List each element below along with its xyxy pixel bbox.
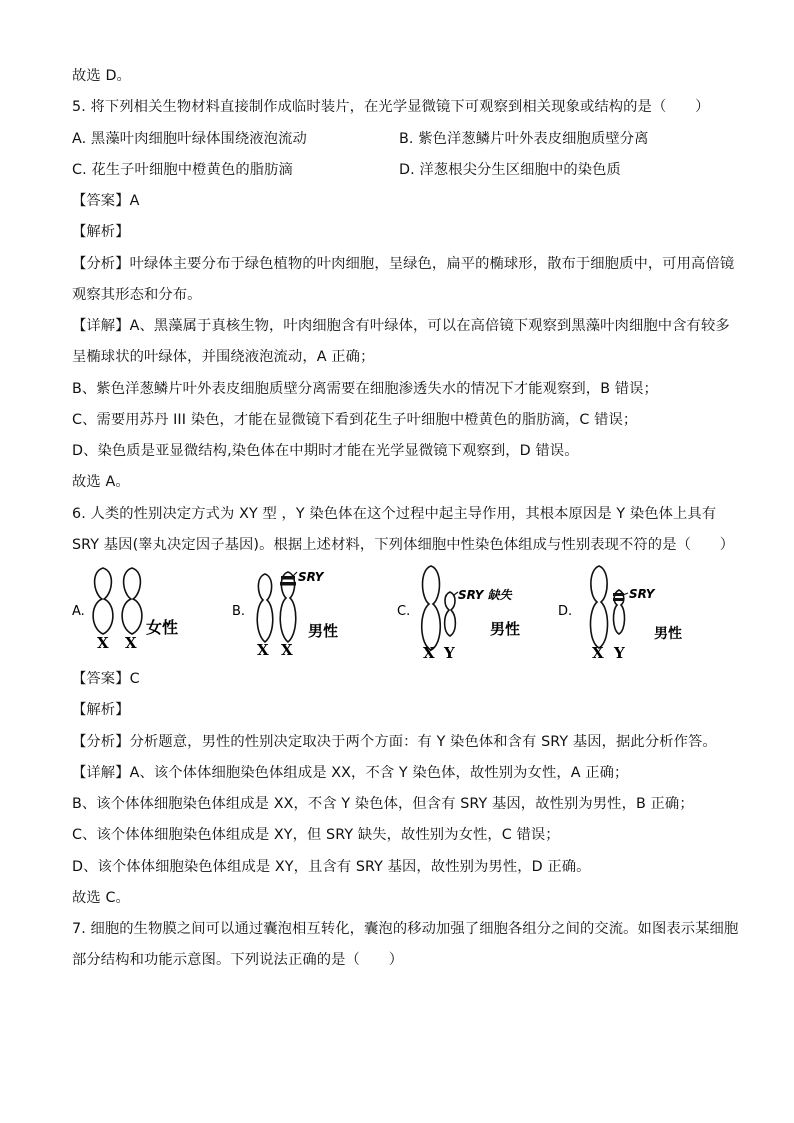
question-5-stem: 5. 将下列相关生物材料直接制作成临时装片，在光学显微镜下可观察到相关现象或结构的是（ ） — [72, 99, 710, 115]
sex-label: 男性 — [490, 620, 521, 638]
chromosome-x-label: X — [423, 644, 435, 662]
chromosome-x-label: X — [257, 641, 269, 659]
text-line: 故选 D。 — [72, 68, 131, 84]
question-7-stem: 7. 细胞的生物膜之间可以通过囊泡相互转化，囊泡的移动加强了细胞各组分之间的交流。如图表示某细胞 — [72, 921, 739, 937]
detail-text: B、该个体体细胞染色体组成是 XX，不含 Y 染色体，但含有 SRY 基因，故性别为男性，B 正确； — [72, 796, 694, 812]
option-d-label: D. — [558, 604, 573, 619]
chromosome-diagram — [60, 562, 740, 662]
question-6-stem: SRY 基因(睾丸决定因子基因)。根据上述材料，下列体细胞中性染色体组成与性别表现不符的是（ ） — [72, 537, 735, 553]
analysis-label: 【解析】 — [72, 224, 130, 240]
detail-text: 呈椭球状的叶绿体，并围绕液泡流动，A 正确； — [72, 349, 375, 365]
chromosome-x-label: X — [125, 634, 137, 652]
chromosome-x-label: X — [97, 634, 109, 652]
chromosome-y-label: Y — [614, 644, 625, 662]
conclusion-text: 故选 A。 — [72, 474, 130, 490]
conclusion-text: 故选 C。 — [72, 890, 130, 906]
option-a-label: A. — [72, 604, 85, 619]
detail-text: 【详解】A、该个体体细胞染色体组成是 XX，不含 Y 染色体，故性别为女性，A 正确； — [72, 765, 629, 781]
option-a: A. 黑藻叶肉细胞叶绿体围绕液泡流动 — [72, 131, 307, 147]
sry-label: SRY — [629, 587, 655, 601]
chromosome-pair-a — [93, 568, 142, 634]
option-c-label: C. — [397, 604, 411, 619]
chromosome-pair-c — [422, 566, 456, 650]
answer-label: 【答案】C — [72, 671, 140, 687]
detail-text: D、染色质是亚显微结构,染色体在中期时才能在光学显微镜下观察到，D 错误。 — [72, 443, 579, 459]
question-7-stem: 部分结构和功能示意图。下列说法正确的是（ ） — [72, 952, 404, 968]
detail-text: C、需要用苏丹 III 染色，才能在显微镜下看到花生子叶细胞中橙黄色的脂肪滴，C 错误； — [72, 412, 638, 428]
chromosome-x-label: X — [592, 644, 604, 662]
analysis-label: 【解析】 — [72, 702, 130, 718]
chromosome-pair-d — [590, 566, 624, 648]
sry-missing-label: SRY 缺失 — [458, 588, 512, 602]
option-b: B. 紫色洋葱鳞片叶外表皮细胞质壁分离 — [399, 131, 649, 147]
detail-text: 【详解】A、黑藻属于真核生物，叶肉细胞含有叶绿体，可以在高倍镜下观察到黑藻叶肉细胞中含有较多 — [72, 318, 730, 334]
detail-text: B、紫色洋葱鳞片叶外表皮细胞质壁分离需要在细胞渗透失水的情况下才能观察到，B 错误； — [72, 381, 658, 397]
sex-label: 男性 — [308, 622, 339, 640]
option-b-label: B. — [232, 604, 246, 619]
chromosome-y-label: Y — [444, 644, 455, 662]
detail-text: D、该个体体细胞染色体组成是 XY，且含有 SRY 基因，故性别为男性，D 正确。 — [72, 859, 591, 875]
answer-label: 【答案】A — [72, 193, 140, 209]
sex-label: 男性 — [654, 626, 682, 642]
sex-label: 女性 — [146, 618, 179, 637]
analysis-text: 【分析】叶绿体主要分布于绿色植物的叶肉细胞，呈绿色，扁平的椭球形，散布于细胞质中，可用高倍镜 — [72, 256, 735, 272]
option-d: D. 洋葱根尖分生区细胞中的染色质 — [399, 162, 621, 178]
chromosome-x-label: X — [281, 641, 293, 659]
detail-text: C、该个体体细胞染色体组成是 XY，但 SRY 缺失，故性别为女性，C 错误； — [72, 827, 560, 843]
question-6-stem: 6. 人类的性别决定方式为 XY 型 ，Y 染色体在这个过程中起主导作用，其根本原因是 Y 染色体上具有 — [72, 506, 717, 522]
sry-label: SRY — [298, 570, 324, 584]
option-c: C. 花生子叶细胞中橙黄色的脂肪滴 — [72, 162, 293, 178]
chromosome-figure — [60, 562, 740, 662]
analysis-text: 观察其形态和分布。 — [72, 287, 202, 303]
analysis-text: 【分析】分析题意，男性的性别决定取决于两个方面：有 Y 染色体和含有 SRY 基因，据此分析作答。 — [72, 734, 717, 750]
